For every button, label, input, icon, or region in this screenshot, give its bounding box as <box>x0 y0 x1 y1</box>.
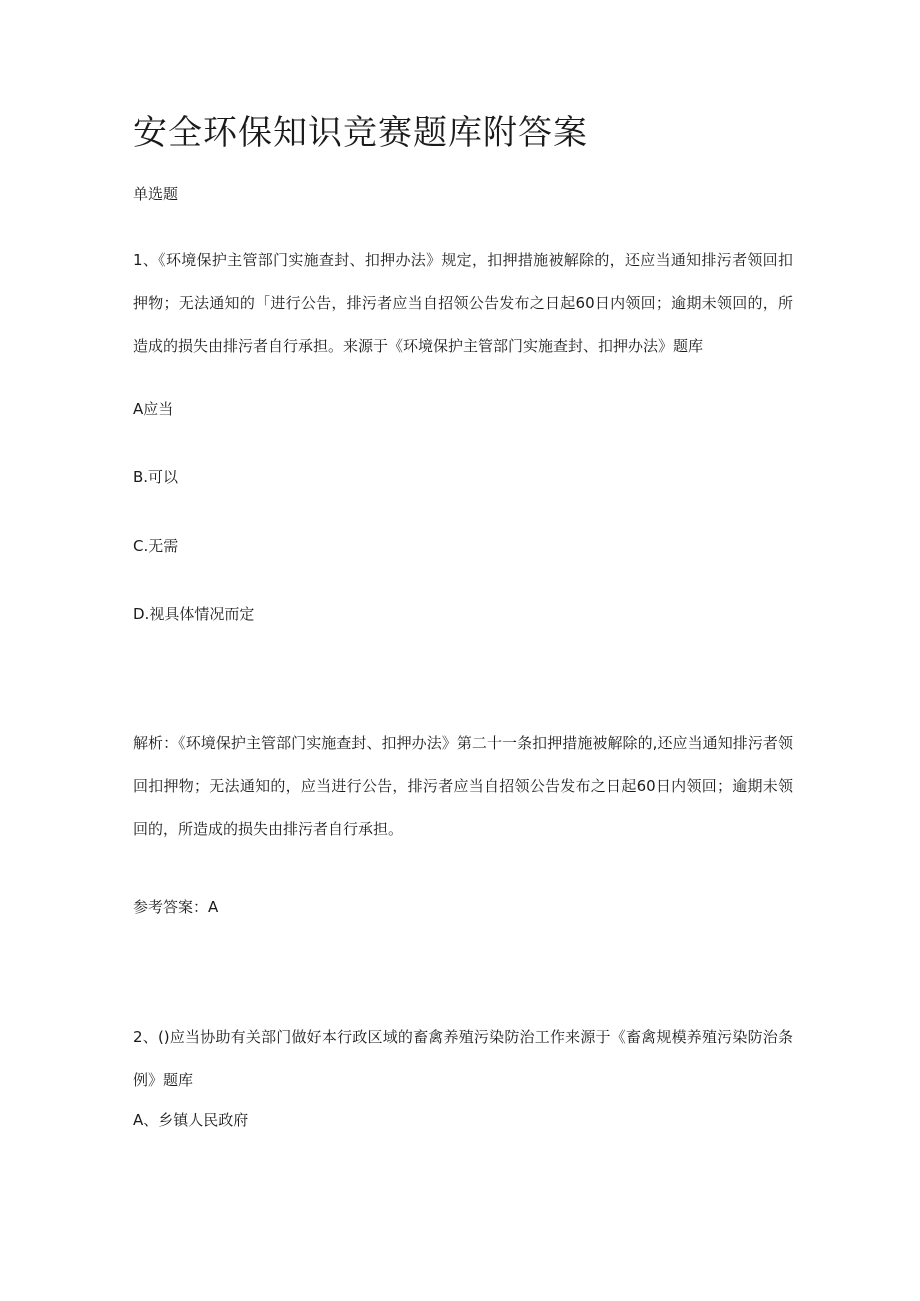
section-label: 单选题 <box>133 185 179 203</box>
question-1-stem: 1、《环境保护主管部门实施查封、扣押办法》规定，扣押措施被解除的，还应当通知排污者领回扣押物；无法通知的「进行公告，排污者应当自招领公告发布之日起60日内领回；逾期未领回的，所造成的损失由排污者自行承担。来源于《环境保护主管部门实施查封、扣押办法》题库 <box>133 251 793 355</box>
question-1-option-c: C.无需 <box>133 537 179 555</box>
question-2-stem: 2、()应当协助有关部门做好本行政区域的畜禽养殖污染防治工作来源于《畜禽规模养殖污染防治条例》题库 <box>133 1028 793 1089</box>
question-1-answer: 参考答案：A <box>133 898 219 916</box>
question-1-analysis: 解析：《环境保护主管部门实施查封、扣押办法》第二十一条扣押措施被解除的,还应当通知排污者领回扣押物；无法通知的，应当进行公告，排污者应当自招领公告发布之日起60日内领回；逾期未领回的，所造成的损失由排污者自行承担。 <box>133 734 793 838</box>
question-2-option-a: A、乡镇人民政府 <box>133 1111 249 1129</box>
question-1-option-d: D.视具体情况而定 <box>133 605 255 623</box>
question-1-option-b: B.可以 <box>133 468 179 486</box>
document-title: 安全环保知识竞赛题库附答案 <box>133 113 588 153</box>
question-1-option-a: A应当 <box>133 400 174 418</box>
